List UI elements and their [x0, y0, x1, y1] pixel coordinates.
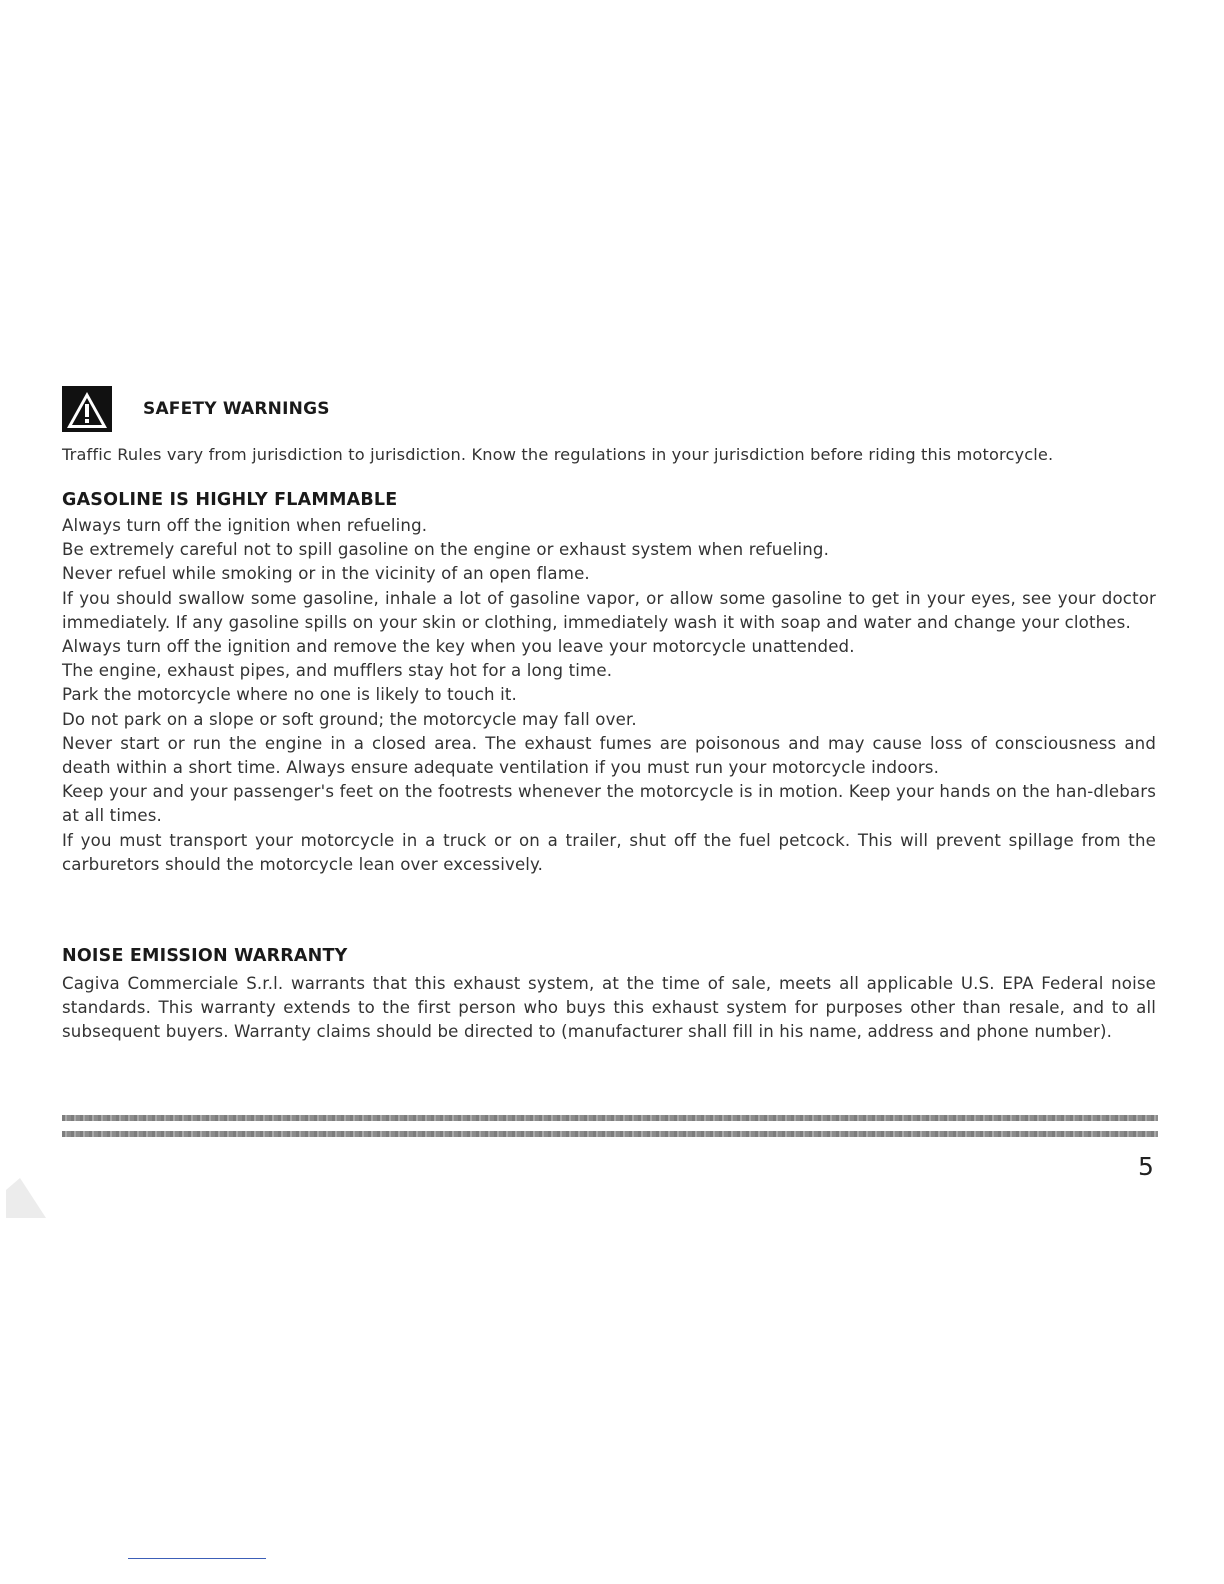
bottom-rule	[128, 1558, 266, 1559]
gasoline-line: Never start or run the engine in a closed area. The exhaust fumes are poisonous and may cause loss of consciousness and death within a short time. Always ensure adequate ventilation if you must run your motorcycle indoors.	[62, 733, 1156, 778]
gasoline-warnings-list	[62, 514, 1156, 877]
divider-rule	[62, 1115, 1158, 1121]
gasoline-line: Park the motorcycle where no one is likely to touch it.	[62, 685, 517, 705]
scan-shadow-mark	[6, 1178, 46, 1218]
gasoline-line: If you should swallow some gasoline, inhale a lot of gasoline vapor, or allow some gasoline to get in your eyes, see your doctor immediately. If any gasoline spills on your skin or clothing, immediately wash it with soap and water and change your clothes.	[62, 588, 1156, 632]
noise-warranty-paragraph: Cagiva Commerciale S.r.l. warrants that this exhaust system, at the time of sale, meets all applicable U.S. EPA Federal noise standards. This warranty extends to the first person who buys this exhaust system for purposes other than resale, and to all subsequent buyers. Warranty claims should be directed to (manufacturer shall fill in his name, address and phone number).	[62, 974, 1156, 1042]
gasoline-line: Always turn off the ignition and remove the key when you leave your motorcycle unattended.	[62, 637, 855, 657]
safety-warnings-heading: SAFETY WARNINGS	[143, 399, 330, 419]
gasoline-line: Do not park on a slope or soft ground; the motorcycle may fall over.	[62, 709, 637, 729]
noise-warranty-heading: NOISE EMISSION WARRANTY	[62, 946, 348, 966]
gasoline-heading: GASOLINE IS HIGHLY FLAMMABLE	[62, 490, 398, 510]
divider-rule	[62, 1131, 1158, 1137]
gasoline-line: Keep your and your passenger's feet on the footrests whenever the motorcycle is in motion. Keep your hands on the han-dlebars at all times.	[62, 782, 1156, 826]
gasoline-line: Never refuel while smoking or in the vicinity of an open flame.	[62, 564, 590, 584]
gasoline-line: The engine, exhaust pipes, and mufflers stay hot for a long time.	[62, 661, 613, 681]
warning-triangle-icon	[62, 386, 112, 432]
traffic-rules-paragraph: Traffic Rules vary from jurisdiction to jurisdiction. Know the regulations in your jurisdiction before riding this motorcycle.	[62, 445, 1054, 464]
gasoline-line: Be extremely careful not to spill gasoline on the engine or exhaust system when refueling.	[62, 540, 830, 560]
gasoline-line: Always turn off the ignition when refueling.	[62, 516, 428, 535]
page-number: 5	[1138, 1152, 1154, 1181]
gasoline-line: If you must transport your motorcycle in a truck or on a trailer, shut off the fuel petcock. This will prevent spillage from the carburetors should the motorcycle lean over excessively.	[62, 830, 1156, 874]
